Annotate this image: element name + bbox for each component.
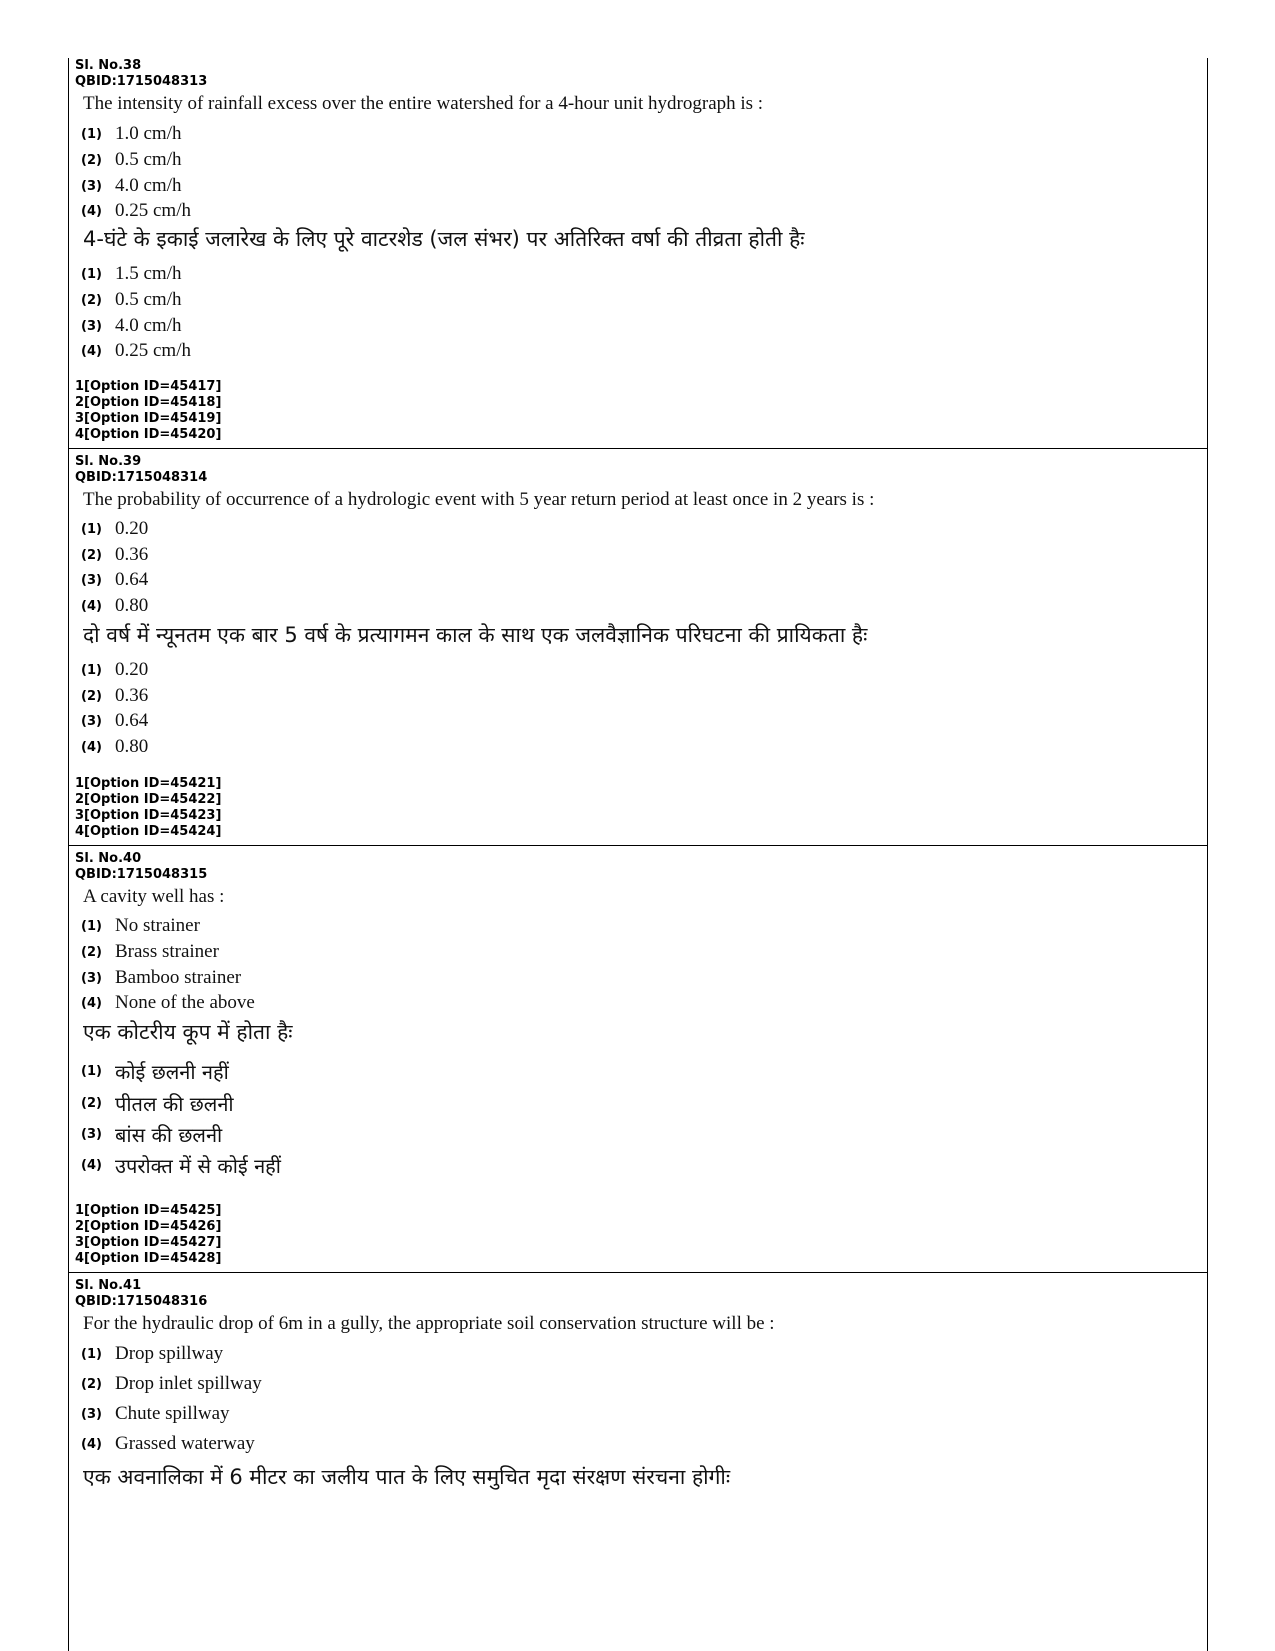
option-number: (2) <box>81 688 102 704</box>
question-divider <box>69 1272 1207 1273</box>
question-stem-english: The intensity of rainfall excess over the entire watershed for a 4-hour unit hydrograph is : <box>83 93 764 114</box>
serial-number: Sl. No.40 <box>75 851 142 866</box>
option-text: None of the above <box>115 992 255 1013</box>
option-text: 0.25 cm/h <box>115 340 191 361</box>
option-number: (2) <box>81 547 102 563</box>
option-hi-1 <box>81 261 182 287</box>
option-text: बांस की छलनी <box>115 1122 223 1147</box>
option-text: 0.64 <box>115 569 149 590</box>
qbid: QBID:1715048313 <box>75 74 208 89</box>
qbid: QBID:1715048316 <box>75 1294 208 1309</box>
option-number: (3) <box>81 970 102 986</box>
question-paper-page <box>68 58 1208 1651</box>
option-id: 2[Option ID=45422] <box>75 792 222 807</box>
option-en-4 <box>81 990 255 1016</box>
option-number: (1) <box>81 266 102 282</box>
option-text: उपरोक्त में से कोई नहीं <box>115 1153 281 1178</box>
option-text: 0.64 <box>115 710 149 731</box>
option-en-2 <box>81 147 182 173</box>
option-en-3 <box>81 173 182 199</box>
option-text: 1.5 cm/h <box>115 263 182 284</box>
option-hi-4 <box>81 338 191 364</box>
option-number: (4) <box>81 203 102 219</box>
option-text: 0.5 cm/h <box>115 149 182 170</box>
option-number: (1) <box>81 1063 102 1079</box>
question-stem-english: For the hydraulic drop of 6m in a gully, the appropriate soil conservation structure will be : <box>83 1313 775 1334</box>
option-number: (2) <box>81 1376 102 1392</box>
option-text: Drop inlet spillway <box>115 1373 262 1394</box>
option-number: (4) <box>81 739 102 755</box>
option-number: (1) <box>81 1346 102 1362</box>
option-en-3 <box>81 1401 230 1427</box>
option-id: 1[Option ID=45425] <box>75 1203 222 1218</box>
option-number: (2) <box>81 944 102 960</box>
option-text: 1.0 cm/h <box>115 123 182 144</box>
question-stem-hindi: दो वर्ष में न्यूनतम एक बार 5 वर्ष के प्रत्यागमन काल के साथ एक जलवैज्ञानिक परिघटना की प्रायिकता हैः <box>83 623 868 647</box>
option-id: 4[Option ID=45424] <box>75 824 222 839</box>
option-text: Bamboo strainer <box>115 967 242 988</box>
qbid: QBID:1715048314 <box>75 470 208 485</box>
option-text: Grassed waterway <box>115 1433 255 1454</box>
option-en-1 <box>81 1341 223 1367</box>
option-id: 3[Option ID=45419] <box>75 411 222 426</box>
option-number: (2) <box>81 292 102 308</box>
option-en-2 <box>81 939 219 965</box>
option-en-4 <box>81 1431 255 1457</box>
option-text: 0.20 <box>115 659 149 680</box>
option-number: (3) <box>81 1126 102 1142</box>
option-id: 4[Option ID=45420] <box>75 427 222 442</box>
question-divider <box>69 448 1207 449</box>
option-text: Chute spillway <box>115 1403 230 1424</box>
option-text: 0.25 cm/h <box>115 200 191 221</box>
option-text: 0.36 <box>115 544 149 565</box>
option-number: (4) <box>81 598 102 614</box>
option-text: 0.36 <box>115 685 149 706</box>
option-number: (4) <box>81 1436 102 1452</box>
question-stem-hindi: एक कोटरीय कूप में होता हैः <box>83 1020 293 1044</box>
option-hi-2 <box>81 683 148 709</box>
option-hi-4 <box>81 734 148 760</box>
option-text: 0.80 <box>115 736 149 757</box>
question-stem-hindi: एक अवनालिका में 6 मीटर का जलीय पात के लिए समुचित मृदा संरक्षण संरचना होगीः <box>83 1465 731 1489</box>
option-en-4 <box>81 198 191 224</box>
option-en-1 <box>81 121 182 147</box>
option-hi-4 <box>81 1150 281 1180</box>
option-en-1 <box>81 913 200 939</box>
option-en-3 <box>81 567 148 593</box>
option-id: 3[Option ID=45427] <box>75 1235 222 1250</box>
option-number: (4) <box>81 343 102 359</box>
option-en-1 <box>81 516 148 542</box>
option-text: Drop spillway <box>115 1343 224 1364</box>
option-hi-1 <box>81 657 148 683</box>
option-id: 2[Option ID=45426] <box>75 1219 222 1234</box>
option-text: 0.20 <box>115 518 149 539</box>
option-number: (1) <box>81 521 102 537</box>
option-hi-1 <box>81 1056 229 1086</box>
option-number: (3) <box>81 178 102 194</box>
option-id: 4[Option ID=45428] <box>75 1251 222 1266</box>
option-en-4 <box>81 593 148 619</box>
option-text: 4.0 cm/h <box>115 175 182 196</box>
question-divider <box>69 845 1207 846</box>
serial-number: Sl. No.39 <box>75 454 142 469</box>
option-number: (2) <box>81 152 102 168</box>
qbid: QBID:1715048315 <box>75 867 208 882</box>
option-id: 2[Option ID=45418] <box>75 395 222 410</box>
option-text: 4.0 cm/h <box>115 315 182 336</box>
option-number: (1) <box>81 662 102 678</box>
option-hi-3 <box>81 708 148 734</box>
question-stem-hindi: 4-घंटे के इकाई जलारेख के लिए पूरे वाटरशेड (जल संभर) पर अतिरिक्त वर्षा की तीव्रता होती हैः <box>83 227 805 251</box>
question-stem-english: The probability of occurrence of a hydrologic event with 5 year return period at least once in 2 years is : <box>83 489 875 510</box>
option-id: 1[Option ID=45421] <box>75 776 222 791</box>
serial-number: Sl. No.41 <box>75 1278 142 1293</box>
option-number: (3) <box>81 1406 102 1422</box>
option-hi-2 <box>81 1088 234 1118</box>
option-hi-2 <box>81 287 182 313</box>
option-id: 1[Option ID=45417] <box>75 379 222 394</box>
option-en-3 <box>81 965 241 991</box>
option-number: (3) <box>81 318 102 334</box>
option-text: 0.80 <box>115 595 149 616</box>
option-hi-3 <box>81 1119 222 1149</box>
option-number: (2) <box>81 1095 102 1111</box>
serial-number: Sl. No.38 <box>75 58 142 73</box>
option-en-2 <box>81 542 148 568</box>
option-text: पीतल की छलनी <box>115 1091 234 1116</box>
option-text: No strainer <box>115 915 200 936</box>
option-number: (4) <box>81 1157 102 1173</box>
option-en-2 <box>81 1371 262 1397</box>
option-number: (1) <box>81 126 102 142</box>
option-number: (3) <box>81 572 102 588</box>
option-number: (4) <box>81 995 102 1011</box>
option-number: (1) <box>81 918 102 934</box>
option-id: 3[Option ID=45423] <box>75 808 222 823</box>
option-text: Brass strainer <box>115 941 219 962</box>
option-text: 0.5 cm/h <box>115 289 182 310</box>
option-hi-3 <box>81 313 182 339</box>
option-text: कोई छलनी नहीं <box>115 1059 229 1084</box>
question-stem-english: A cavity well has : <box>83 886 225 907</box>
option-number: (3) <box>81 713 102 729</box>
